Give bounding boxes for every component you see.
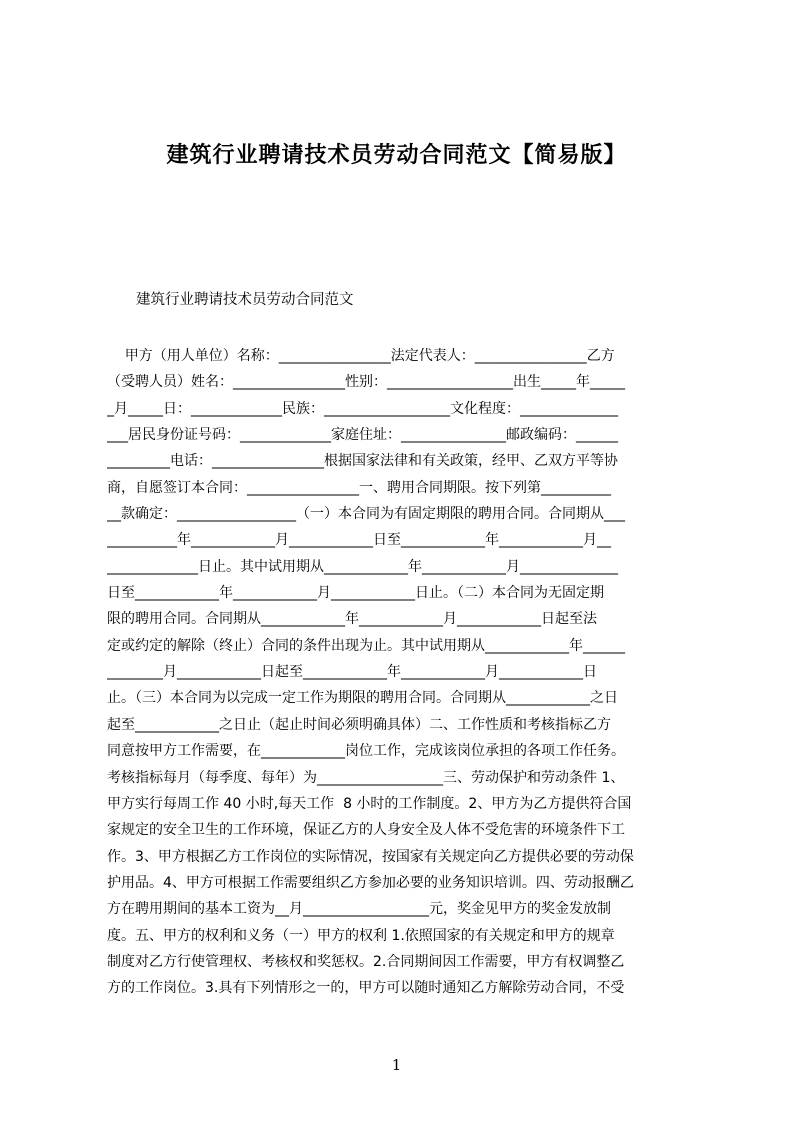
body-line: 定或约定的解除（终止）合同的条件出现为止。其中试用期从____________年______: [107, 637, 625, 654]
body-line: __款确定：_________________（一）本合同为有固定期限的聘用合同。合同期从___: [107, 506, 625, 523]
body-line: _月_____日：_____________民族：__________________文化程度：______________: [107, 400, 618, 417]
body-line: 护用品。4、甲方可根据工作需要组织乙方参加必要的业务知识培训。四、劳动报酬乙: [107, 874, 634, 891]
document-title: 建筑行业聘请技术员劳动合同范文【简易版】: [166, 143, 627, 168]
body-line: 止。（三）本合同为以完成一定工作为期限的聘用合同。合同期从____________之日: [107, 690, 618, 707]
body-line: 方在聘用期间的基本工资为__月__________________元，奖金见甲方的奖金发放制: [107, 901, 611, 918]
body-line: 方的工作岗位。3.具有下列情形之一的，甲方可以随时通知乙方解除劳动合同，不受: [107, 980, 625, 997]
body-line: _________电话：________________根据国家法律和有关政策，经甲、乙双方平等协: [107, 453, 618, 470]
document-subtitle: 建筑行业聘请技术员劳动合同范文: [136, 292, 354, 308]
body-line: 甲方实行每周工作 40 小时,每天工作 8 小时的工作制度。2、甲方为乙方提供符合国: [107, 795, 632, 812]
contract-body: [107, 343, 699, 1002]
body-line: （受聘人员）姓名：________________性别：__________________出生_____年_____: [107, 374, 625, 391]
body-line: ________月____________日起至____________年____________月____________日: [107, 664, 597, 681]
body-line: 限的聘用合同。合同期从____________年____________月____________日起至法: [107, 611, 597, 628]
body-line: __________年____________月____________日至____________年____________月__: [107, 532, 611, 549]
body-line: 日至____________年____________月____________日止。（二）本合同为无固定期: [107, 585, 604, 602]
body-line: 制度对乙方行使管理权、考核权和奖惩权。2.合同期间因工作需要，甲方有权调整乙: [107, 953, 625, 970]
page-number: 1: [391, 1056, 402, 1074]
body-line: 甲方（用人单位）名称：________________法定代表人：________________乙方: [107, 348, 615, 364]
body-line: 考核指标每月（每季度、每年）为__________________三、劳动保护和劳动条件 1、: [107, 769, 625, 786]
body-line: 商，自愿签订本合同：________________一、聘用合同期限。按下列第__________: [107, 479, 611, 496]
body-line: 起至____________之日止（起止时间必须明确具体）二、工作性质和考核指标乙方: [107, 716, 611, 733]
body-line: 同意按甲方工作需要，在____________岗位工作，完成该岗位承担的各项工作任务。: [107, 743, 625, 760]
body-line: 作。3、甲方根据乙方工作岗位的实际情况，按国家有关规定向乙方提供必要的劳动保: [107, 848, 634, 865]
body-line: _____________日止。其中试用期从____________年____________月______________: [107, 558, 618, 575]
body-line: 度。五、甲方的权利和义务（一）甲方的权利 1.依照国家的有关规定和甲方的规章: [107, 927, 615, 944]
body-line: ___居民身份证号码：_____________家庭住址：_______________邮政编码：______: [107, 427, 618, 444]
body-line: 家规定的安全卫生的工作环境，保证乙方的人身安全及人体不受危害的环境条件下工: [107, 822, 625, 839]
